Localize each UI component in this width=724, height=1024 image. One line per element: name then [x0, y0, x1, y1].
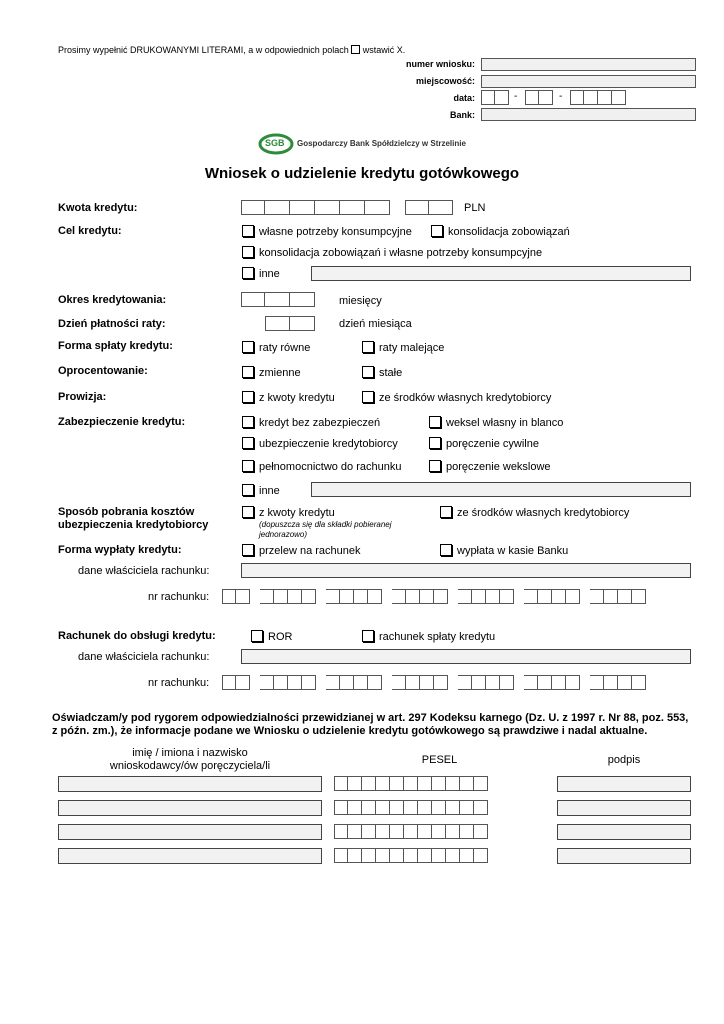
zab-opt3-label: ubezpieczenie kredytobiorcy — [259, 438, 398, 450]
okres-label: Okres kredytowania: — [58, 294, 167, 306]
sposob-label-line1: Sposób pobrania kosztów — [58, 506, 195, 518]
sposob-note-line1: (dopuszcza się dla składki pobieranej — [259, 520, 392, 529]
oswiadczenie-line1: Oświadczam/y pod rygorem odpowiedzialności przewidzianej w art. 297 Kodeksu karnego (Dz. U. z 1997 r. Nr 88, poz. 553, — [52, 712, 689, 724]
sig-col1-header-line2: wnioskodawcy/ów poręczyciela/li — [109, 760, 271, 772]
sig-pesel-field[interactable] — [334, 848, 488, 863]
cel-opt3-checkbox[interactable] — [242, 246, 254, 258]
cel-opt2-checkbox[interactable] — [431, 225, 443, 237]
zab-opt7-label: inne — [259, 485, 280, 497]
prowizja-label: Prowizja: — [58, 391, 107, 403]
rachunek-splaty-label: rachunek spłaty kredytu — [379, 631, 496, 643]
prowizja-opt1-label: z kwoty kredytu — [259, 392, 335, 404]
sgb-logo — [258, 133, 294, 155]
miejscowosc-field[interactable] — [481, 75, 696, 88]
data-label: data: — [453, 93, 475, 103]
instruction-checkbox-sample — [351, 45, 360, 54]
sig-col3-header: podpis — [607, 754, 641, 766]
obslugi-owner-label: dane właściciela rachunku: — [78, 651, 210, 663]
sig-col2-header: PESEL — [421, 754, 458, 766]
dzien-label: Dzień płatności raty: — [58, 318, 166, 330]
rachunek-obslugi-label: Rachunek do obsługi kredytu: — [58, 630, 216, 642]
rachunek-splaty-checkbox[interactable] — [362, 630, 374, 642]
kasa-checkbox[interactable] — [440, 544, 452, 556]
date-month-field[interactable] — [525, 90, 553, 105]
prowizja-opt2-checkbox[interactable] — [362, 391, 374, 403]
bank-label: Bank: — [449, 110, 475, 120]
sposob-note-line2: jednorazowo) — [259, 530, 308, 539]
instruction — [58, 44, 405, 55]
bank-name: Gospodarczy Bank Spółdzielczy w Strzelinie — [297, 139, 466, 148]
kwota-grosze-field[interactable] — [405, 200, 453, 215]
obslugi-owner-field[interactable] — [241, 649, 691, 664]
raty-malejace-label: raty malejące — [379, 342, 445, 354]
zab-opt2-checkbox[interactable] — [429, 416, 441, 428]
sig-name-field[interactable] — [58, 848, 322, 864]
currency-label: PLN — [464, 202, 486, 214]
zab-opt6-label: poręczenie wekslowe — [446, 461, 551, 473]
page-title: Wniosek o udzielenie kredytu gotówkowego — [204, 165, 520, 182]
okres-field[interactable] — [241, 292, 315, 307]
sig-signature-field[interactable] — [557, 800, 691, 816]
kwota-field[interactable] — [241, 200, 390, 215]
obslugi-account-label: nr rachunku: — [148, 677, 210, 689]
date-year-field[interactable] — [570, 90, 626, 105]
zab-opt4-checkbox[interactable] — [429, 437, 441, 449]
instruction-text-end: wstawić X. — [362, 45, 406, 55]
zab-opt7-checkbox[interactable] — [242, 484, 254, 496]
sposob-opt1-label: z kwoty kredytu — [259, 507, 335, 519]
zab-opt4-label: poręczenie cywilne — [446, 438, 539, 450]
numer-wniosku-label: numer wniosku: — [405, 59, 475, 69]
cel-label: Cel kredytu: — [58, 225, 122, 237]
sposob-opt2-checkbox[interactable] — [440, 506, 452, 518]
wyplata-owner-label: dane właściciela rachunku: — [78, 565, 210, 577]
zab-opt2-label: weksel własny in blanco — [446, 417, 564, 429]
sig-pesel-field[interactable] — [334, 824, 488, 839]
zab-opt1-checkbox[interactable] — [242, 416, 254, 428]
sig-name-field[interactable] — [58, 800, 322, 816]
forma-wyplaty-label: Forma wypłaty kredytu: — [58, 544, 182, 556]
cel-opt1-label: własne potrzeby konsumpcyjne — [259, 226, 412, 238]
wyplata-owner-field[interactable] — [241, 563, 691, 578]
forma-splaty-label: Forma spłaty kredytu: — [58, 340, 173, 352]
wyplata-account-label: nr rachunku: — [148, 591, 210, 603]
stale-label: stałe — [379, 367, 403, 379]
raty-rowne-checkbox[interactable] — [242, 341, 254, 353]
dzien-unit: dzień miesiąca — [339, 318, 412, 330]
zabezpieczenie-label: Zabezpieczenie kredytu: — [58, 416, 186, 428]
cel-opt2-label: konsolidacja zobowiązań — [448, 226, 570, 238]
raty-rowne-label: raty równe — [259, 342, 311, 354]
okres-unit: miesięcy — [339, 295, 382, 307]
zab-opt5-checkbox[interactable] — [242, 460, 254, 472]
numer-wniosku-field[interactable] — [481, 58, 696, 71]
przelew-label: przelew na rachunek — [259, 545, 361, 557]
sig-pesel-field[interactable] — [334, 776, 488, 791]
zab-opt3-checkbox[interactable] — [242, 437, 254, 449]
logo-mark-text: SGB — [265, 138, 285, 148]
zab-inne-field[interactable] — [311, 482, 691, 497]
instruction-text: Prosimy wypełnić DRUKOWANYMI LITERAMI, a w odpowiednich polach — [58, 45, 349, 55]
sposob-label-line2: ubezpieczenia kredytobiorcy — [58, 519, 209, 531]
kwota-label: Kwota kredytu: — [58, 202, 138, 214]
prowizja-opt2-label: ze środków własnych kredytobiorcy — [379, 392, 552, 404]
obslugi-account-field[interactable] — [222, 675, 646, 690]
zab-opt1-label: kredyt bez zabezpieczeń — [259, 417, 381, 429]
sig-col1-header-line1: imię / imiona i nazwisko — [132, 747, 248, 759]
raty-malejace-checkbox[interactable] — [362, 341, 374, 353]
sposob-opt1-checkbox[interactable] — [242, 506, 254, 518]
cel-opt4-label: inne — [259, 268, 280, 280]
zmienne-label: zmienne — [259, 367, 301, 379]
miejscowosc-label: miejscowość: — [415, 76, 475, 86]
bank-field[interactable] — [481, 108, 696, 121]
stale-checkbox[interactable] — [362, 366, 374, 378]
prowizja-opt1-checkbox[interactable] — [242, 391, 254, 403]
ror-checkbox[interactable] — [251, 630, 263, 642]
cel-opt4-checkbox[interactable] — [242, 267, 254, 279]
cel-inne-field[interactable] — [311, 266, 691, 281]
sposob-opt2-label: ze środków własnych kredytobiorcy — [457, 507, 630, 519]
sig-signature-field[interactable] — [557, 824, 691, 840]
sig-signature-field[interactable] — [557, 848, 691, 864]
sig-name-field[interactable] — [58, 824, 322, 840]
zab-opt6-checkbox[interactable] — [429, 460, 441, 472]
wyplata-account-field[interactable] — [222, 589, 646, 604]
zmienne-checkbox[interactable] — [242, 366, 254, 378]
date-separator: - — [514, 91, 518, 102]
przelew-checkbox[interactable] — [242, 544, 254, 556]
dzien-field[interactable] — [265, 316, 315, 331]
cel-opt1-checkbox[interactable] — [242, 225, 254, 237]
date-separator: - — [559, 91, 563, 102]
cel-opt3-label: konsolidacja zobowiązań i własne potrzeby konsumpcyjne — [259, 247, 543, 259]
oprocentowanie-label: Oprocentowanie: — [58, 365, 148, 377]
oswiadczenie-line2: z późn. zm.), że informacje podane we Wniosku o udzielenie kredytu gotówkowego są prawdziwe i nadal aktualne. — [52, 725, 648, 737]
zab-opt5-label: pełnomocnictwo do rachunku — [259, 461, 402, 473]
sig-pesel-field[interactable] — [334, 800, 488, 815]
kasa-label: wypłata w kasie Banku — [457, 545, 569, 557]
ror-label: ROR — [268, 631, 293, 643]
date-day-field[interactable] — [481, 90, 509, 105]
sig-name-field[interactable] — [58, 776, 322, 792]
sig-signature-field[interactable] — [557, 776, 691, 792]
